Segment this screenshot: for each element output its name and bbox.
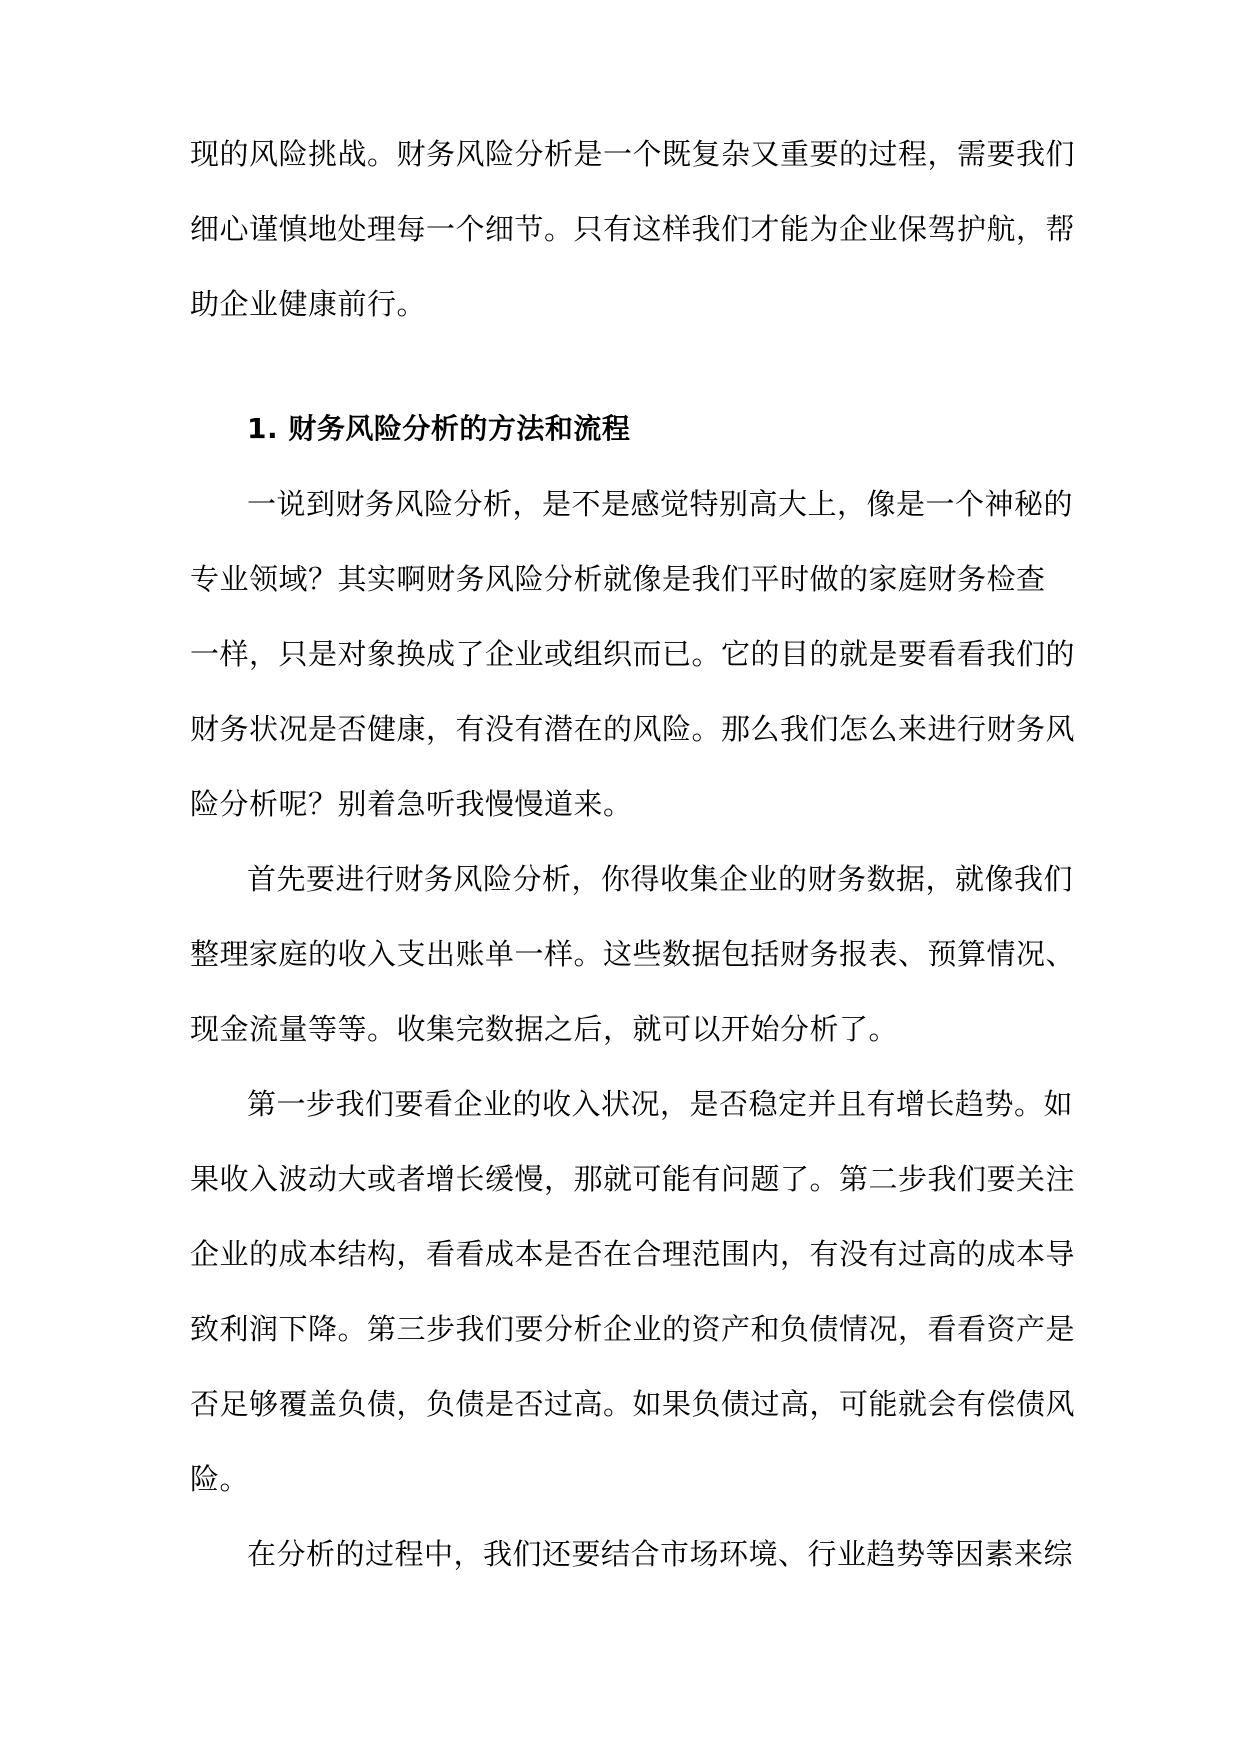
intro-line-2: 细心谨慎地处理每一个细节。只有这样我们才能为企业保驾护航，帮 xyxy=(190,212,1076,246)
para2-line-1: 首先要进行财务风险分析，你得收集企业的财务数据，就像我们 xyxy=(247,862,1074,896)
section-heading: 1. 财务风险分析的方法和流程 xyxy=(247,412,631,445)
para1-line-5: 险分析呢？别着急听我慢慢道来。 xyxy=(190,787,633,821)
para1-line-3: 一样，只是对象换成了企业或组织而已。它的目的就是要看看我们的 xyxy=(190,637,1076,671)
para3-line-6: 险。 xyxy=(190,1462,250,1496)
para1-line-4: 财务状况是否健康，有没有潜在的风险。那么我们怎么来进行财务风 xyxy=(190,712,1076,746)
para3-line-4: 致利润下降。第三步我们要分析企业的资产和负债情况，看看资产是 xyxy=(190,1312,1076,1346)
intro-line-3: 助企业健康前行。 xyxy=(190,287,427,321)
para3-line-2: 果收入波动大或者增长缓慢，那就可能有问题了。第二步我们要关注 xyxy=(190,1162,1076,1196)
para4-line-1: 在分析的过程中，我们还要结合市场环境、行业趋势等因素来综 xyxy=(247,1537,1074,1571)
para3-line-1: 第一步我们要看企业的收入状况，是否稳定并且有增长趋势。如 xyxy=(247,1087,1074,1121)
para2-line-3: 现金流量等等。收集完数据之后，就可以开始分析了。 xyxy=(190,1012,899,1046)
para2-line-2: 整理家庭的收入支出账单一样。这些数据包括财务报表、预算情况、 xyxy=(190,937,1076,971)
para1-line-2: 专业领域？其实啊财务风险分析就像是我们平时做的家庭财务检查 xyxy=(190,562,1046,596)
para1-line-1: 一说到财务风险分析，是不是感觉特别高大上，像是一个神秘的 xyxy=(247,487,1074,521)
para3-line-5: 否足够覆盖负债，负债是否过高。如果负债过高，可能就会有偿债风 xyxy=(190,1387,1076,1421)
intro-line-1: 现的风险挑战。财务风险分析是一个既复杂又重要的过程，需要我们 xyxy=(190,137,1076,171)
para3-line-3: 企业的成本结构，看看成本是否在合理范围内，有没有过高的成本导 xyxy=(190,1237,1076,1271)
